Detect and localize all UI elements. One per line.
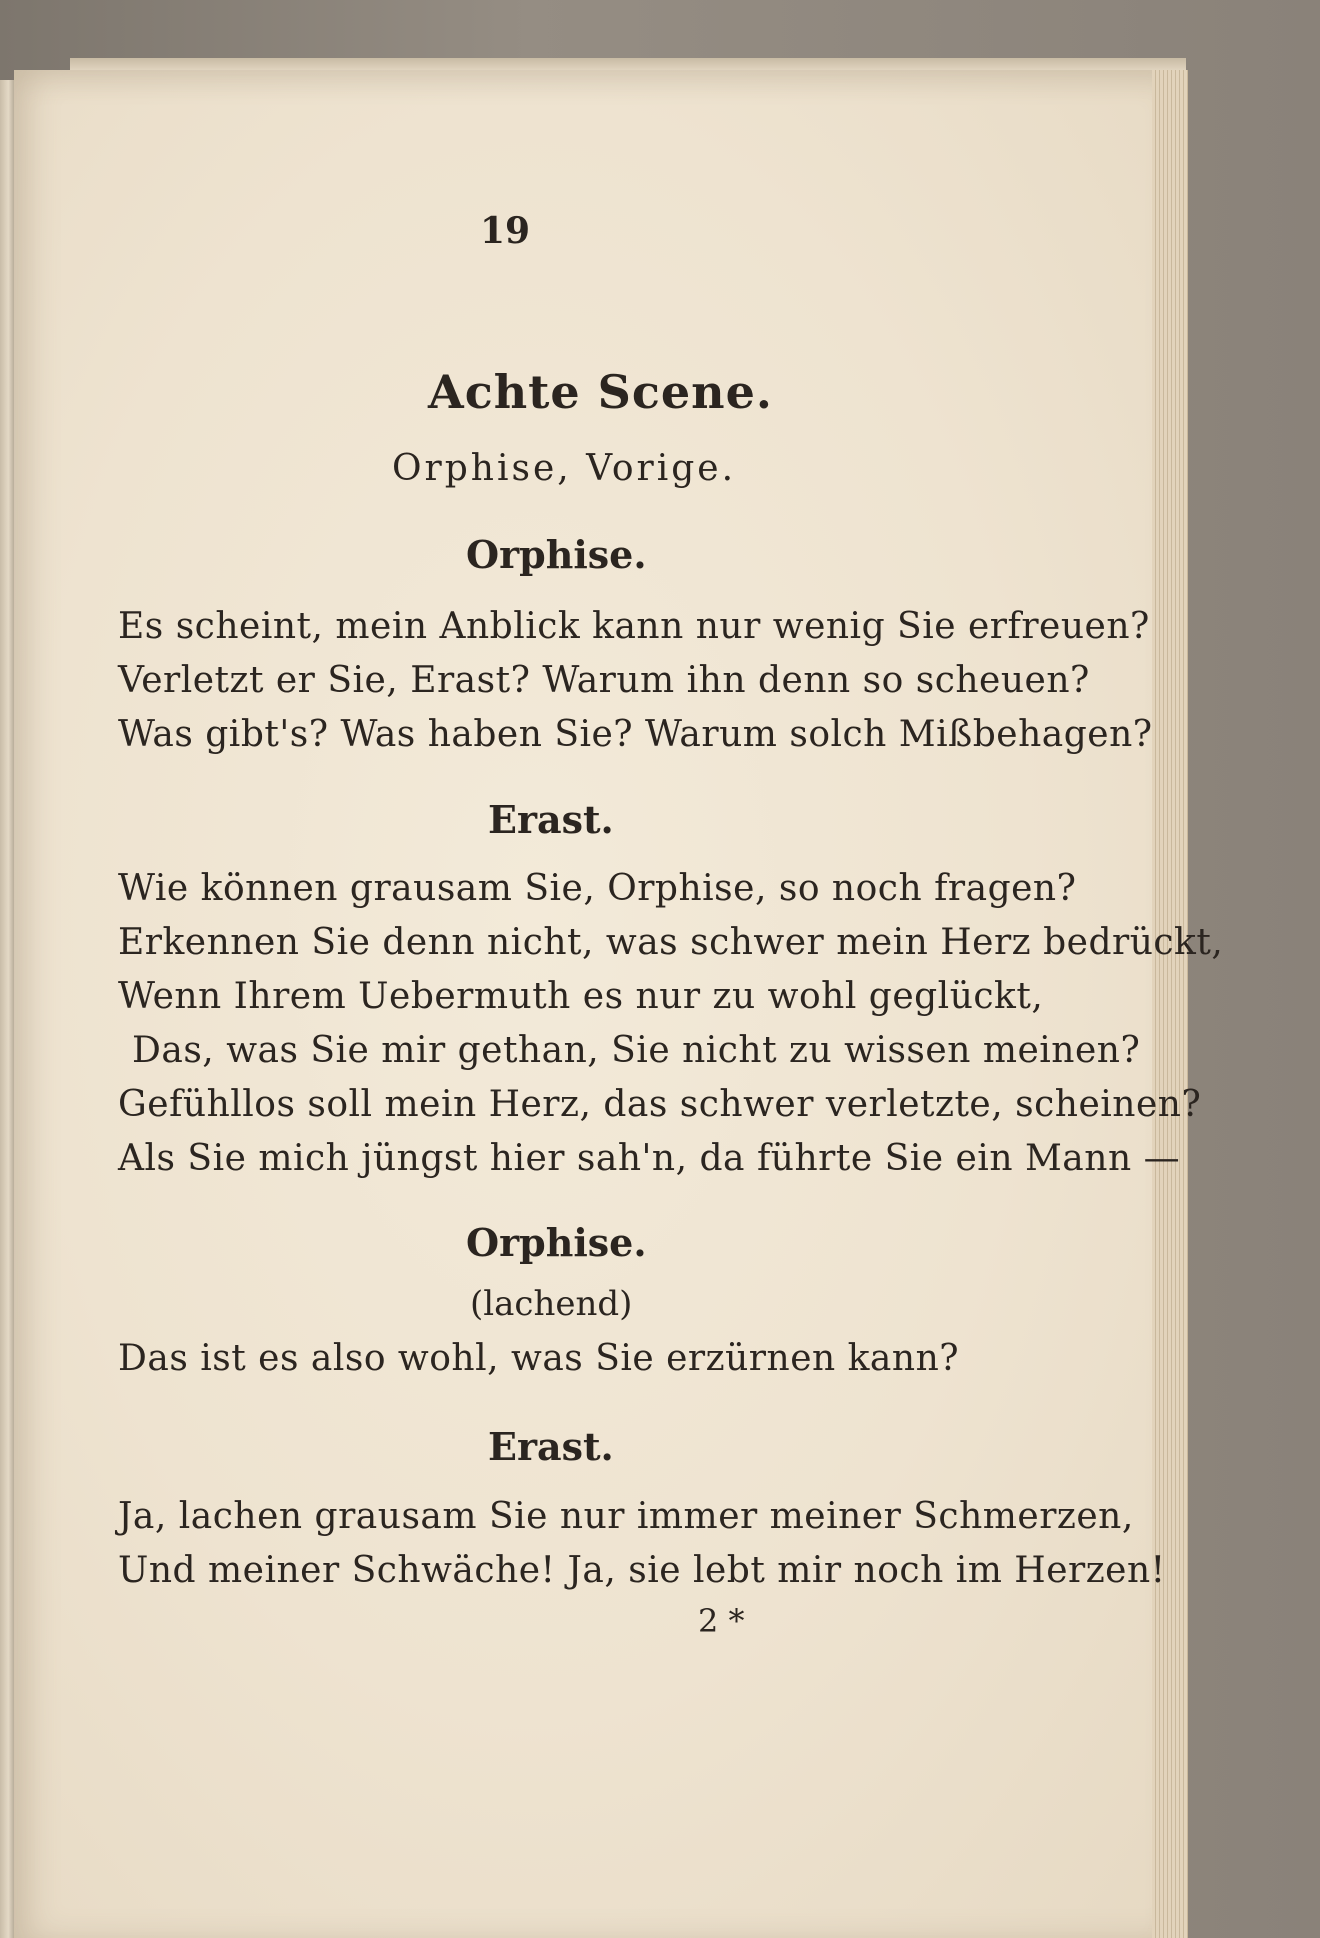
verse-line: Das, was Sie mir gethan, Sie nicht zu wissen meinen?: [132, 1030, 1141, 1071]
verse-line: Was gibt's? Was haben Sie? Warum solch Mißbehagen?: [118, 714, 1153, 755]
verse-line: Es scheint, mein Anblick kann nur wenig Sie erfreuen?: [118, 606, 1150, 647]
verse-line: Das ist es also wohl, was Sie erzürnen kann?: [118, 1338, 960, 1379]
signature-mark: 2 *: [698, 1602, 745, 1640]
speaker-heading: Orphise.: [466, 532, 647, 577]
page-stack-edges: [1152, 70, 1188, 1938]
verse-line: Gefühllos soll mein Herz, das schwer verletzte, scheinen?: [118, 1084, 1202, 1125]
speaker-heading: Erast.: [488, 797, 614, 842]
verse-line: Verletzt er Sie, Erast? Warum ihn denn so scheuen?: [118, 660, 1090, 701]
verse-line: Als Sie mich jüngst hier sah'n, da führte Sie ein Mann —: [118, 1138, 1181, 1179]
speaker-heading: Erast.: [488, 1424, 614, 1469]
verse-line: Erkennen Sie denn nicht, was schwer mein Herz bedrückt,: [118, 922, 1224, 963]
scene-title: Achte Scene.: [428, 365, 773, 419]
verse-line: Ja, lachen grausam Sie nur immer meiner Schmerzen,: [118, 1496, 1134, 1537]
page-number: 19: [480, 210, 531, 252]
verse-line: Wie können grausam Sie, Orphise, so noch fragen?: [118, 868, 1077, 909]
speaker-heading: Orphise.: [466, 1220, 647, 1265]
stage-parenthetical: (lachend): [470, 1284, 633, 1324]
facing-page-edge: [0, 80, 14, 1938]
verse-line: Und meiner Schwäche! Ja, sie lebt mir noch im Herzen!: [118, 1550, 1166, 1591]
verse-line: Wenn Ihrem Uebermuth es nur zu wohl geglückt,: [118, 976, 1044, 1017]
stage-direction: Orphise, Vorige.: [392, 448, 737, 489]
